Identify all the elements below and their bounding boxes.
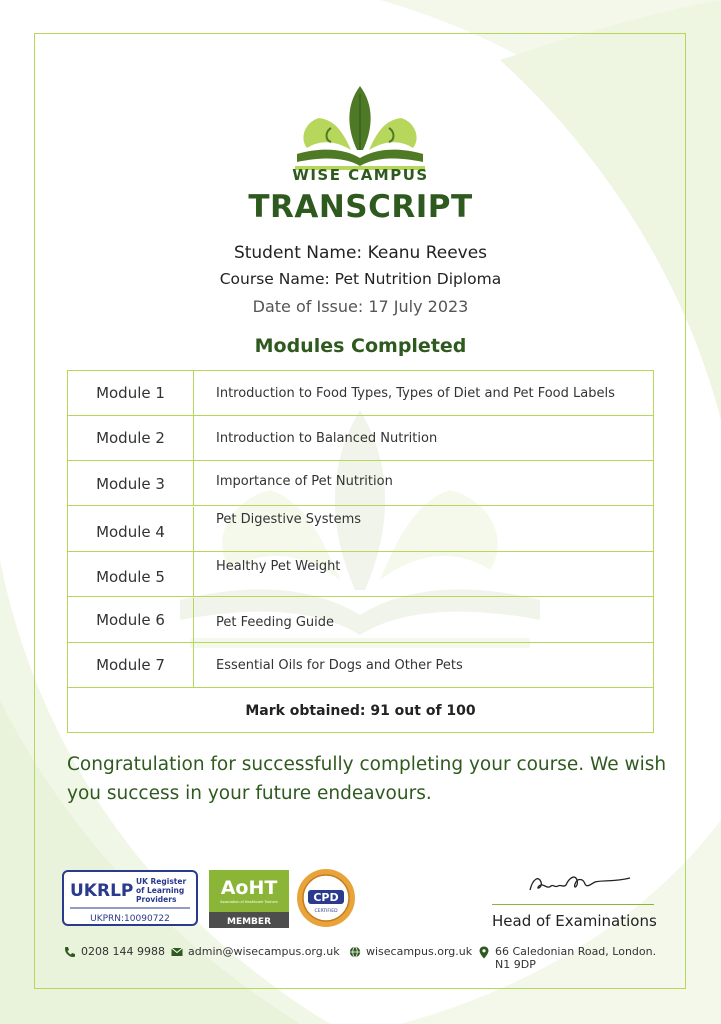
table-row — [68, 416, 653, 461]
ukrlp-number: UKPRN:10090722 — [90, 914, 170, 924]
mail-icon — [171, 946, 183, 958]
table-row — [68, 371, 653, 416]
table-row — [68, 643, 653, 688]
module-number: Module 7 — [68, 643, 194, 687]
module-number: Module 1 — [68, 371, 194, 415]
address-line-1: 66 Caledonian Road, London. — [495, 945, 657, 958]
address-block — [495, 945, 656, 971]
signature-role: Head of Examinations — [492, 912, 657, 930]
module-number: Module 2 — [68, 416, 194, 460]
email-address[interactable]: admin@wisecampus.org.uk — [188, 945, 340, 958]
aoht-name: AoHT — [220, 877, 278, 899]
table-row — [68, 598, 653, 643]
module-title: Healthy Pet Weight — [216, 558, 341, 574]
page-title: TRANSCRIPT — [248, 189, 473, 225]
module-title: Essential Oils for Dogs and Other Pets — [216, 657, 463, 673]
ukrlp-line3: Providers — [136, 895, 177, 904]
module-title: Pet Feeding Guide — [216, 614, 335, 630]
signature-line — [492, 904, 654, 905]
contact-website — [349, 945, 472, 958]
module-number: Module 3 — [68, 461, 194, 505]
module-title: Importance of Pet Nutrition — [216, 473, 393, 489]
aoht-badge — [209, 870, 289, 928]
modules-heading: Modules Completed — [254, 335, 467, 357]
phone-number[interactable]: 0208 144 9988 — [81, 945, 165, 958]
aoht-member: MEMBER — [227, 917, 271, 927]
cpd-badge — [296, 868, 356, 928]
globe-icon — [349, 946, 361, 958]
cpd-certified: CERTIFIED — [314, 909, 338, 914]
brand-name: WISE CAMPUS — [292, 166, 429, 184]
module-number: Module 5 — [68, 552, 194, 596]
location-pin-icon — [478, 946, 490, 959]
module-number: Module 4 — [68, 507, 194, 551]
website-link[interactable]: wisecampus.org.uk — [366, 945, 473, 958]
congratulation-message: Congratulation for successfully completing your course. We wish you success in your future endeavours. — [67, 754, 667, 804]
module-title: Pet Digestive Systems — [216, 511, 362, 527]
module-title: Introduction to Food Types, Types of Diet and Pet Food Labels — [216, 385, 615, 401]
module-title: Introduction to Balanced Nutrition — [216, 430, 438, 446]
issue-date: Date of Issue: 17 July 2023 — [252, 297, 469, 316]
contact-phone — [64, 945, 165, 958]
signature — [525, 868, 635, 898]
address-line-2: N1 9DP — [495, 958, 536, 971]
cpd-name: CPD — [313, 891, 339, 904]
modules-table — [67, 370, 654, 733]
contact-email — [171, 945, 340, 958]
ukrlp-line1: UK Register — [136, 877, 187, 886]
table-row — [68, 552, 653, 597]
contact-address — [478, 945, 656, 971]
module-number: Module 6 — [68, 598, 194, 642]
aoht-subtitle: Association of Healthcare Trainers — [220, 900, 278, 904]
course-name: Course Name: Pet Nutrition Diploma — [219, 270, 502, 288]
ukrlp-badge — [62, 870, 198, 926]
phone-icon — [64, 946, 76, 958]
ukrlp-line2: of Learning — [136, 886, 185, 895]
student-name: Student Name: Keanu Reeves — [233, 243, 488, 263]
ukrlp-name: UKRLP — [70, 881, 134, 901]
mark-obtained: Mark obtained: 91 out of 100 — [245, 703, 476, 719]
